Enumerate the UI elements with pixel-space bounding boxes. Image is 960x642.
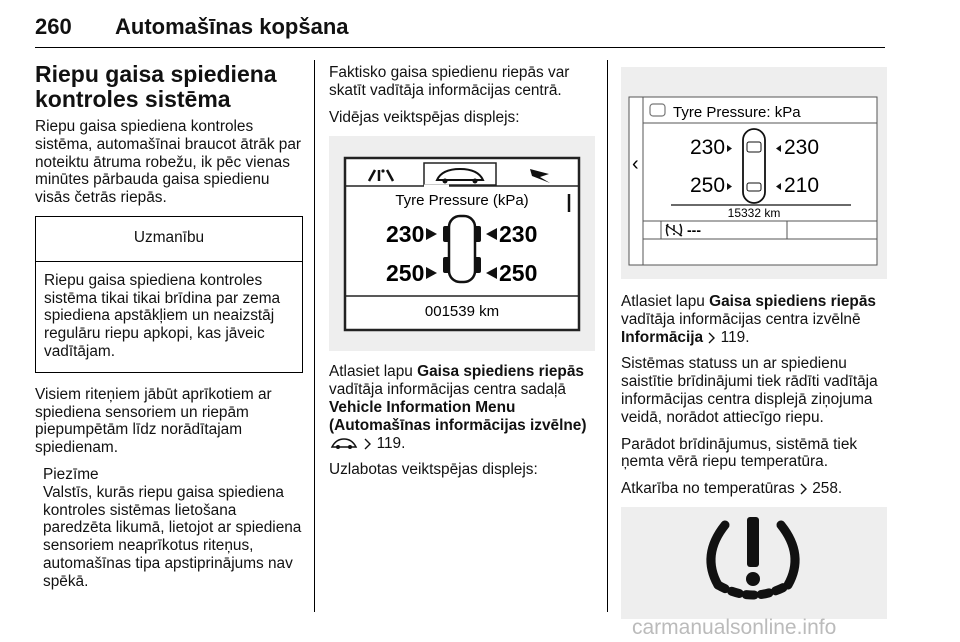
odometer-reading: 15332 km [727, 206, 781, 220]
section-heading: Riepu gaisa spiediena kontroles sistēma [35, 61, 277, 112]
menu-name: Informācija [621, 328, 704, 346]
page-header [35, 12, 887, 42]
column-3 [621, 64, 887, 619]
rear-right-pressure: 250 [499, 260, 538, 287]
upper-level-display-figure [621, 67, 887, 279]
caution-box [35, 216, 303, 373]
front-right-pressure: 230 [499, 221, 538, 248]
tpms-status-text: --- [687, 222, 701, 238]
temperature-reference: Atkarība no temperatūras 258. [621, 480, 843, 498]
upper-display-label: Uzlabotas veiktspējas displejs: [329, 461, 538, 479]
page-reference: 119. [376, 434, 406, 452]
caution-title: Uzmanību [36, 217, 302, 262]
car-top-view-icon [329, 436, 359, 450]
column-1 [35, 61, 303, 600]
chevron-right-icon [707, 332, 716, 344]
page-reference: 119. [720, 328, 750, 346]
rear-right-pressure: 210 [784, 174, 820, 197]
page-name: Gaisa spiediens riepās [709, 293, 876, 310]
caution-text: Riepu gaisa spiediena kontroles sistēma tikai tikai brīdina par zema spiediena apstākļiem un neaizstāj regulāru riepu apkopi, kas jāveic vadītājam. [44, 271, 281, 360]
front-left-pressure: 230 [386, 221, 425, 248]
rear-left-pressure: 250 [690, 174, 726, 197]
watermark: carmanualsonline.info [632, 616, 837, 639]
status-paragraph: Sistēmas statuss un ar spiedienu saistītie brīdinājumi tiek rādīti vadītāja informācijas centra displejā ziņojuma veidā, norādot attiecīgo riepu. [621, 355, 878, 426]
front-right-pressure: 230 [784, 136, 820, 159]
chevron-right-icon [363, 438, 372, 450]
upper-level-display [621, 67, 885, 279]
note-title: Piezīme [43, 465, 99, 483]
header-rule [35, 47, 885, 48]
page-reference: 258. [812, 480, 843, 498]
chapter-title: Automašīnas kopšana [115, 14, 349, 39]
intro-paragraph: Riepu gaisa spiediena kontroles sistēma, automašīnai braucot ātrāk par noteiktu ātruma robežu, ik pēc vienas minūtes pārbauda gaisa spiedienu visās četrās riepās. [35, 118, 302, 207]
page-name: Gaisa spiediens riepās [417, 363, 584, 381]
odometer-reading: 001539 km [424, 303, 500, 321]
chevron-right-icon [799, 483, 808, 495]
note-block [35, 466, 303, 591]
nav-left-arrow: ‹ [632, 153, 639, 175]
display-intro: Faktisko gaisa spiedienu riepās var skatīt vadītāja informācijas centrā. [329, 64, 570, 99]
mid-display-label: Vidējas veiktspējas displejs: [329, 108, 520, 126]
mid-display-instruction: Atlasiet lapu Gaisa spiediens riepās vadītāja informācijas centra sadaļā Vehicle Information Menu (Automašīnas informācijas izvēlne) 119. [329, 363, 587, 452]
tire-pressure-warning-icon [621, 507, 885, 619]
display-title: Tyre Pressure (kPa) [395, 192, 529, 210]
front-left-pressure: 230 [690, 136, 726, 159]
page-number: 260 [35, 14, 72, 39]
column-divider-2 [607, 60, 608, 612]
car-top-view-icon [743, 129, 765, 203]
menu-name: Vehicle Information Menu (Automašīnas informācijas izvēlne) [329, 398, 587, 434]
temperature-paragraph: Parādot brīdinājumus, sistēmā tiek ņemta vērā riepu temperatūra. [621, 435, 858, 471]
tpms-warning-figure [621, 507, 887, 619]
mid-level-display [329, 136, 595, 351]
note-text: Valstīs, kurās riepu gaisa spiediena kontroles sistēmas lietošana paredzēta likumā, lietojot ar spiediena sensoriem neaprīkotus riteņus, automašīnas tipa apstiprinājums nav spēkā. [43, 483, 302, 590]
car-top-view-icon [443, 216, 481, 282]
sensor-paragraph: Visiem riteņiem jābūt aprīkotiem ar spiediena sensoriem un riepām piepumpētām līdz norādītajam spiedienam. [35, 385, 272, 457]
column-divider-1 [314, 60, 315, 612]
mid-level-display-figure [329, 136, 595, 351]
upper-display-instruction: Atlasiet lapu Gaisa spiediens riepās vadītāja informācijas centra izvēlnē Informācija 119. [621, 293, 876, 346]
column-2 [329, 64, 595, 488]
display-title: Tyre Pressure: kPa [673, 104, 801, 121]
rear-left-pressure: 250 [386, 260, 425, 287]
